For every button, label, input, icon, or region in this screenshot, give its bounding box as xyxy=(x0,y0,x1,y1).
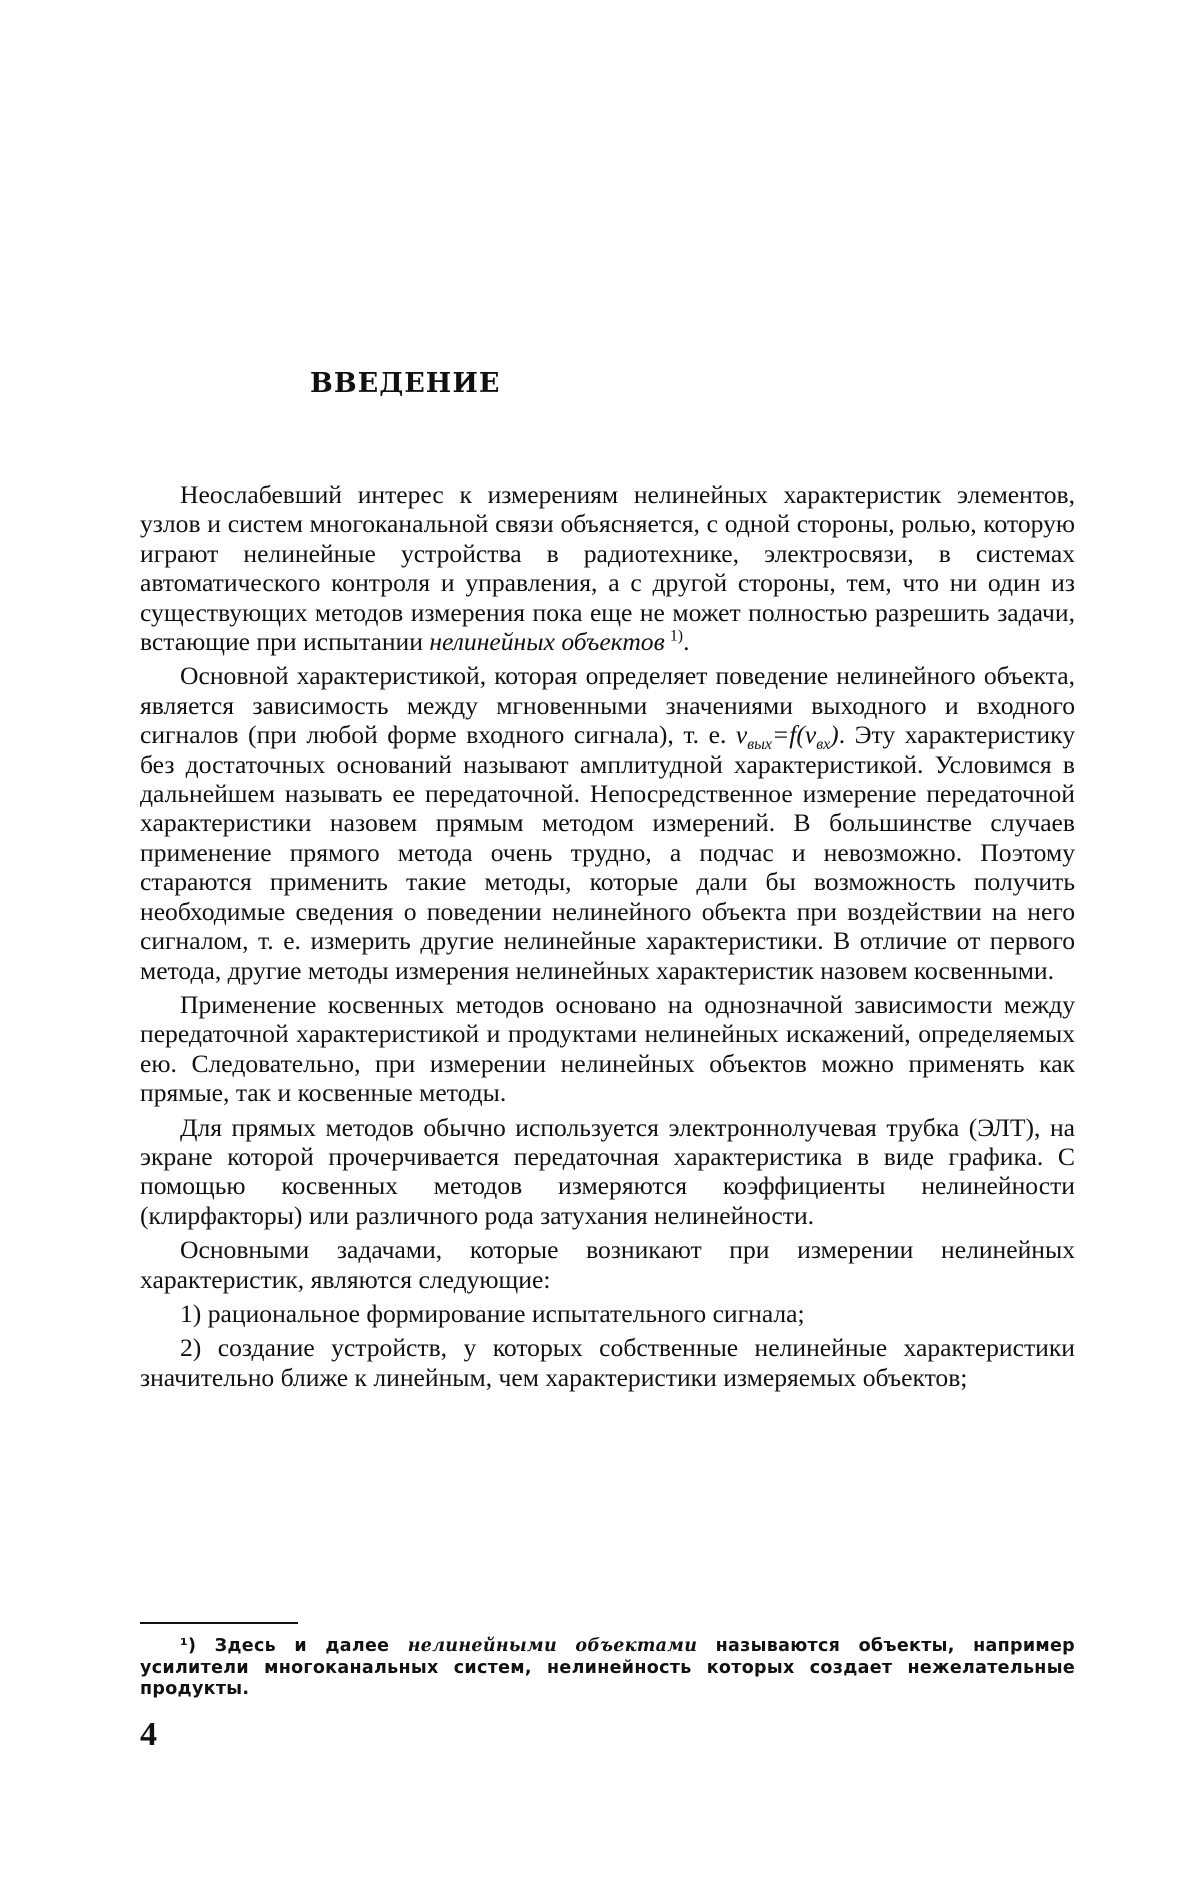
footnote-rest: называются объекты, например усилители многоканальных систем, нелинейность которых создает нежелательные продукты. xyxy=(140,1636,1075,1699)
formula-end: ) xyxy=(830,720,839,750)
paragraph-1 xyxy=(140,480,1075,656)
footnote-separator xyxy=(140,1622,298,1624)
paragraph-5: Основными задачами, которые возникают при измерении нелинейных характеристик, являются следующие: xyxy=(140,1235,1075,1294)
list-item-1: 1) рациональное формирование испытательного сигнала; xyxy=(180,1298,805,1328)
footnote-reference: 1) xyxy=(669,627,684,645)
chapter-title: ВВЕДЕНИЕ xyxy=(310,368,501,399)
formula-lhs: v xyxy=(735,720,748,750)
footnote-marker: ¹) xyxy=(180,1636,197,1656)
footnote-lead: Здесь и далее xyxy=(196,1636,408,1656)
paragraph-3: Применение косвенных методов основано на однозначной зависимости между передаточной характеристикой и продуктами нелинейных искажений, определяемых ею. Следовательно, при измерении нелинейных объектов можно применять как прямые, так и косвенные методы. xyxy=(140,989,1075,1108)
paragraph-1-tail: . xyxy=(683,627,690,657)
formula-lhs-sub: вых xyxy=(747,736,772,754)
list-item-2: 2) создание устройств, у которых собственные нелинейные характеристики значительно ближе к линейным, чем характеристики измеряемых объектов; xyxy=(140,1333,1075,1392)
page-number: 4 xyxy=(140,1716,157,1753)
formula-rhs-sub: вх xyxy=(816,736,831,754)
paragraph-2-part1: Основной характеристикой, которая определяет поведение нелинейного объекта, является зависимость между мгновенными значениями выходного и входного сигналов (при любой форме входного сигнала), т. е. xyxy=(140,661,1075,750)
footnote-italic: нелинейными объектами xyxy=(407,1636,698,1656)
paragraph-2 xyxy=(140,661,1075,984)
body-text xyxy=(140,480,1075,1397)
paragraph-1-text: Неослабевший интерес к измерениям нелинейных характеристик элементов, узлов и систем многоканальной связи объясняется, с одной стороны, ролью, которую играют нелинейные устройства в радиотехнике, электросвязи, в системах автоматического контроля и управления, а с другой стороны, тем, что ни один из существующих методов измерения пока еще не может полностью разрешить задачи, встающие при испытании xyxy=(140,480,1075,657)
paragraph-1-italic: нелинейных объектов xyxy=(429,627,665,657)
formula-mid: =f(v xyxy=(771,720,817,750)
paragraph-2-part2: . Эту характеристику без достаточных оснований называют амплитудной характеристикой. Условимся в дальнейшем называть ее передаточной. Непосредственное измерение передаточной характеристики назовем прямым методом измерений. В большинстве случаев применение прямого метода очень трудно, а подчас и невозможно. Поэтому стараются применить такие методы, которые дали бы возможность получить необходимые сведения о поведении нелинейного объекта при воздействии на него сигналом, т. е. измерить другие нелинейные характеристики. В отличие от первого метода, другие методы измерения нелинейных характеристик назовем косвенными. xyxy=(140,720,1075,985)
paragraph-4: Для прямых методов обычно используется электроннолучевая трубка (ЭЛТ), на экране которой прочерчивается передаточная характеристика в виде графика. С помощью косвенных методов измеряются коэффициенты нелинейности (клирфакторы) или различного рода затухания нелинейности. xyxy=(140,1112,1075,1230)
formula xyxy=(735,720,839,754)
footnote xyxy=(140,1636,1075,1701)
